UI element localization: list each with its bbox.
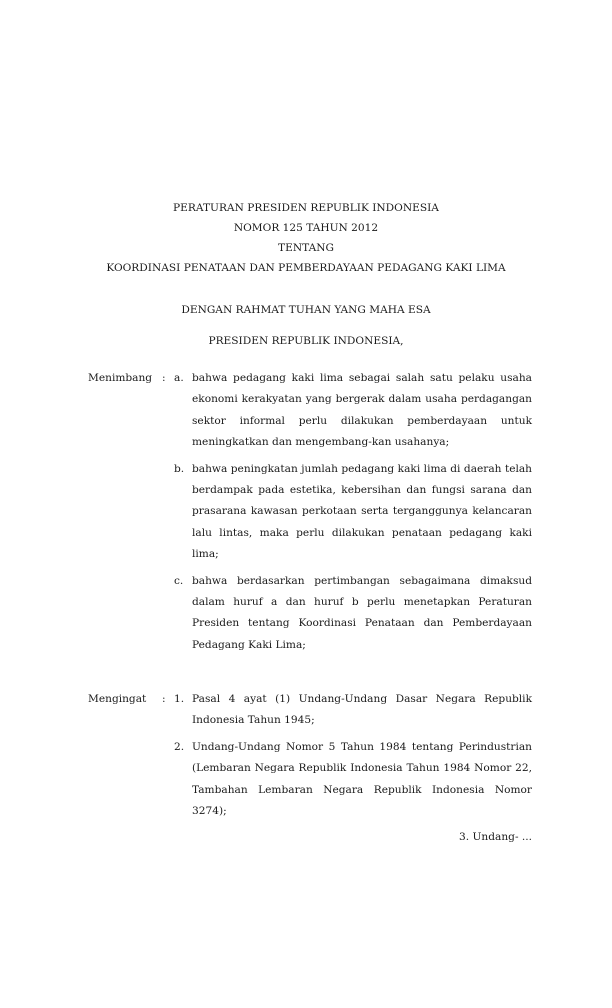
- title-number-year: NOMOR 125 TAHUN 2012: [233, 222, 379, 234]
- item-text: Undang-Undang Nomor 5 Tahun 1984 tentang Perindustrian (Lembaran Negara Republik Indonesia Tahun 1984 Nomor 22, Tambahan Lembaran Negara Republik Indonesia Nomor 3274);: [192, 740, 532, 818]
- item-text: Pasal 4 ayat (1) Undang-Undang Dasar Negara Republik Indonesia Tahun 1945;: [192, 693, 532, 727]
- menimbang-item-b: [174, 459, 532, 566]
- menimbang-section: [88, 368, 532, 656]
- invocation-line: DENGAN RAHMAT TUHAN YANG MAHA ESA: [181, 304, 431, 316]
- item-marker: b.: [174, 462, 185, 475]
- mengingat-item-2: [174, 737, 532, 823]
- issuer-line: PRESIDEN REPUBLIK INDONESIA,: [208, 335, 404, 347]
- item-marker: a.: [174, 372, 184, 384]
- mengingat-section: [88, 689, 532, 822]
- item-text: bahwa pedagang kaki lima sebagai salah satu pelaku usaha ekonomi kerakyatan yang bergerak dalam usaha perdagangan sektor informal perlu dilakukan pemberdayaan untuk meningkatkan dan mengembang-kan usahanya;: [192, 372, 532, 449]
- title-regulation-type: PERATURAN PRESIDEN REPUBLIK INDONESIA: [173, 202, 439, 214]
- menimbang-label: Menimbang: [88, 372, 153, 384]
- title-subject: KOORDINASI PENATAAN DAN PEMBERDAYAAN PEDAGANG KAKI LIMA: [106, 262, 506, 274]
- mengingat-label: Mengingat: [88, 693, 147, 705]
- page-continuation-marker: 3. Undang- ...: [459, 831, 532, 843]
- menimbang-item-a: [174, 368, 532, 454]
- title-about: TENTANG: [278, 242, 334, 254]
- item-text: bahwa berdasarkan pertimbangan sebagaimana dimaksud dalam huruf a dan huruf b perlu menetapkan Peraturan Presiden tentang Koordinasi Penataan dan Pemberdayaan Pedagang Kaki Lima;: [192, 574, 532, 651]
- item-marker: 1.: [174, 693, 185, 705]
- item-marker: c.: [174, 574, 184, 587]
- item-marker: 2.: [174, 740, 185, 753]
- menimbang-colon: :: [162, 372, 166, 384]
- menimbang-item-c: [174, 571, 532, 657]
- document-title: [0, 198, 612, 278]
- mengingat-item-1: [174, 689, 532, 732]
- mengingat-colon: :: [162, 693, 166, 705]
- item-text: bahwa peningkatan jumlah pedagang kaki lima di daerah telah berdampak pada estetika, kebersihan dan fungsi sarana dan prasarana kawasan perkotaan serta terganggunya kelancaran lalu lintas, maka perlu dilakukan penataan pedagang kaki lima;: [192, 462, 532, 561]
